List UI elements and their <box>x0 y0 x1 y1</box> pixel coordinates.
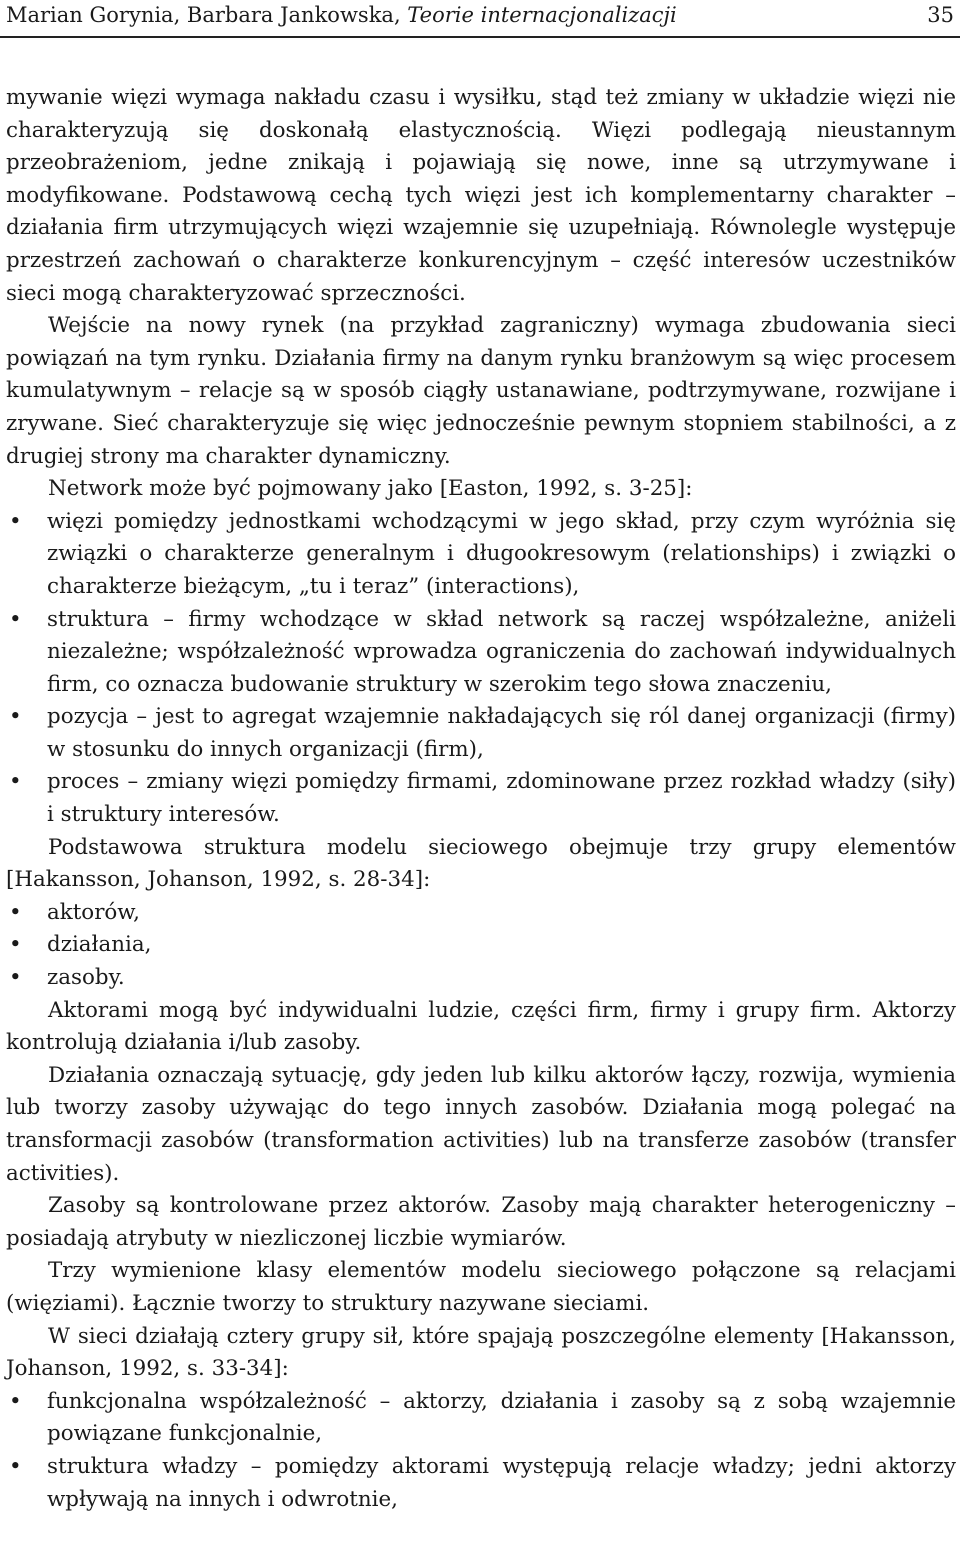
paragraph: mywanie więzi wymaga nakładu czasu i wysiłku, stąd też zmiany w układzie więzi nie charakteryzują się doskonałą elastycznością. Więzi podlegają nieustannym przeobrażeniom, jedne znikają i pojawiają się nowe, inne są utrzymywane i modyfikowane. Podstawową cechą tych więzi jest ich komplementarny charakter – działania firm utrzymujących więzi wzajemnie się uzupełniają. Równolegle występuje przestrzeń zachowań o charakterze konkurencyjnym – część interesów uczestników sieci mogą charakteryzować sprzeczności. <box>6 85 956 306</box>
bullet-list <box>6 506 956 832</box>
page-number: 35 <box>927 3 954 27</box>
paragraph: Aktorami mogą być indywidualni ludzie, części firm, firmy i grupy firm. Aktorzy kontrolują działania i/lub zasoby. <box>6 997 956 1056</box>
list-item: • struktura – firmy wchodzące w skład network są raczej współzależne, aniżeli niezależne; współzależność wprowadza ograniczenia do zachowań indywidualnych firm, co oznacza budowanie struktury w szerokim tego słowa znaczeniu, <box>6 604 956 702</box>
paragraph: Zasoby są kontrolowane przez aktorów. Zasoby mają charakter heterogeniczny – posiadają atrybuty w niezliczonej liczbie wymiarów. <box>6 1193 956 1251</box>
page-body <box>6 82 956 1516</box>
bullet-icon: • <box>9 932 22 958</box>
list-item: • struktura władzy – pomiędzy aktorami występują relacje władzy; jedni aktorzy wpływają na innych i odwrotnie, <box>6 1451 956 1516</box>
list-item: • więzi pomiędzy jednostkami wchodzącymi w jego skład, przy czym wyróżnia się związki o charakterze generalnym i długookresowym (relationships) i związki o charakterze bieżącym, „tu i teraz” (interactions), <box>6 506 956 604</box>
paragraph: Wejście na nowy rynek (na przykład zagraniczny) wymaga zbudowania sieci powiązań na tym rynku. Działania firmy na danym rynku branżowym są więc procesem kumulatywnym – relacje są w sposób ciągły ustanawiane, podtrzymywane, rozwijane i zrywane. Sieć charakteryzuje się więc jednocześnie pewnym stopniem stabilności, a z drugiej strony ma charakter dynamiczny. <box>6 313 956 469</box>
list-item: • zasoby. <box>6 962 956 995</box>
bullet-icon: • <box>9 704 22 730</box>
bullet-icon: • <box>9 606 22 632</box>
paragraph: Podstawowa struktura modelu sieciowego obejmuje trzy grupy elementów [Hakansson, Johanson, 1992, s. 28-34]: <box>6 834 956 893</box>
bullet-list <box>6 897 956 995</box>
bullet-icon: • <box>9 899 22 925</box>
paragraph: W sieci działają cztery grupy sił, które spajają poszczególne elementy [Hakansson, Johanson, 1992, s. 33-34]: <box>6 1323 956 1382</box>
list-item: • pozycja – jest to agregat wzajemnie nakładających się ról danej organizacji (firmy) w stosunku do innych organizacji (firm), <box>6 701 956 766</box>
bullet-icon: • <box>9 769 22 795</box>
bullet-icon: • <box>9 1453 22 1479</box>
bullet-icon: • <box>9 508 22 534</box>
running-header-authors: Marian Gorynia, Barbara Jankowska, Teorie internacjonalizacji <box>6 3 677 27</box>
list-item: • działania, <box>6 929 956 962</box>
running-header <box>0 0 960 40</box>
bullet-list <box>6 1386 956 1516</box>
running-header-book-title: Teorie internacjonalizacji <box>407 3 677 27</box>
paragraph: Trzy wymienione klasy elementów modelu sieciowego połączone są relacjami (więziami). Łącznie tworzy to struktury nazywane sieciami. <box>6 1258 956 1316</box>
paragraph: Network może być pojmowany jako [Easton, 1992, s. 3-25]: <box>48 476 693 502</box>
header-rule <box>0 36 960 38</box>
paragraph: Działania oznaczają sytuację, gdy jeden lub kilku aktorów łączy, rozwija, wymienia lub tworzy zasoby używając do tego innych zasobów. Działania mogą polegać na transformacji zasobów (transformation activities) lub na transferze zasobów (transfer activities). <box>6 1062 956 1186</box>
list-item: • funkcjonalna współzależność – aktorzy, działania i zasoby są z sobą wzajemnie powiązane funkcjonalnie, <box>6 1386 956 1451</box>
list-item: • aktorów, <box>6 897 956 930</box>
list-item: • proces – zmiany więzi pomiędzy firmami, zdominowane przez rozkład władzy (siły) i struktury interesów. <box>6 766 956 831</box>
bullet-icon: • <box>9 965 22 991</box>
bullet-icon: • <box>9 1388 22 1414</box>
